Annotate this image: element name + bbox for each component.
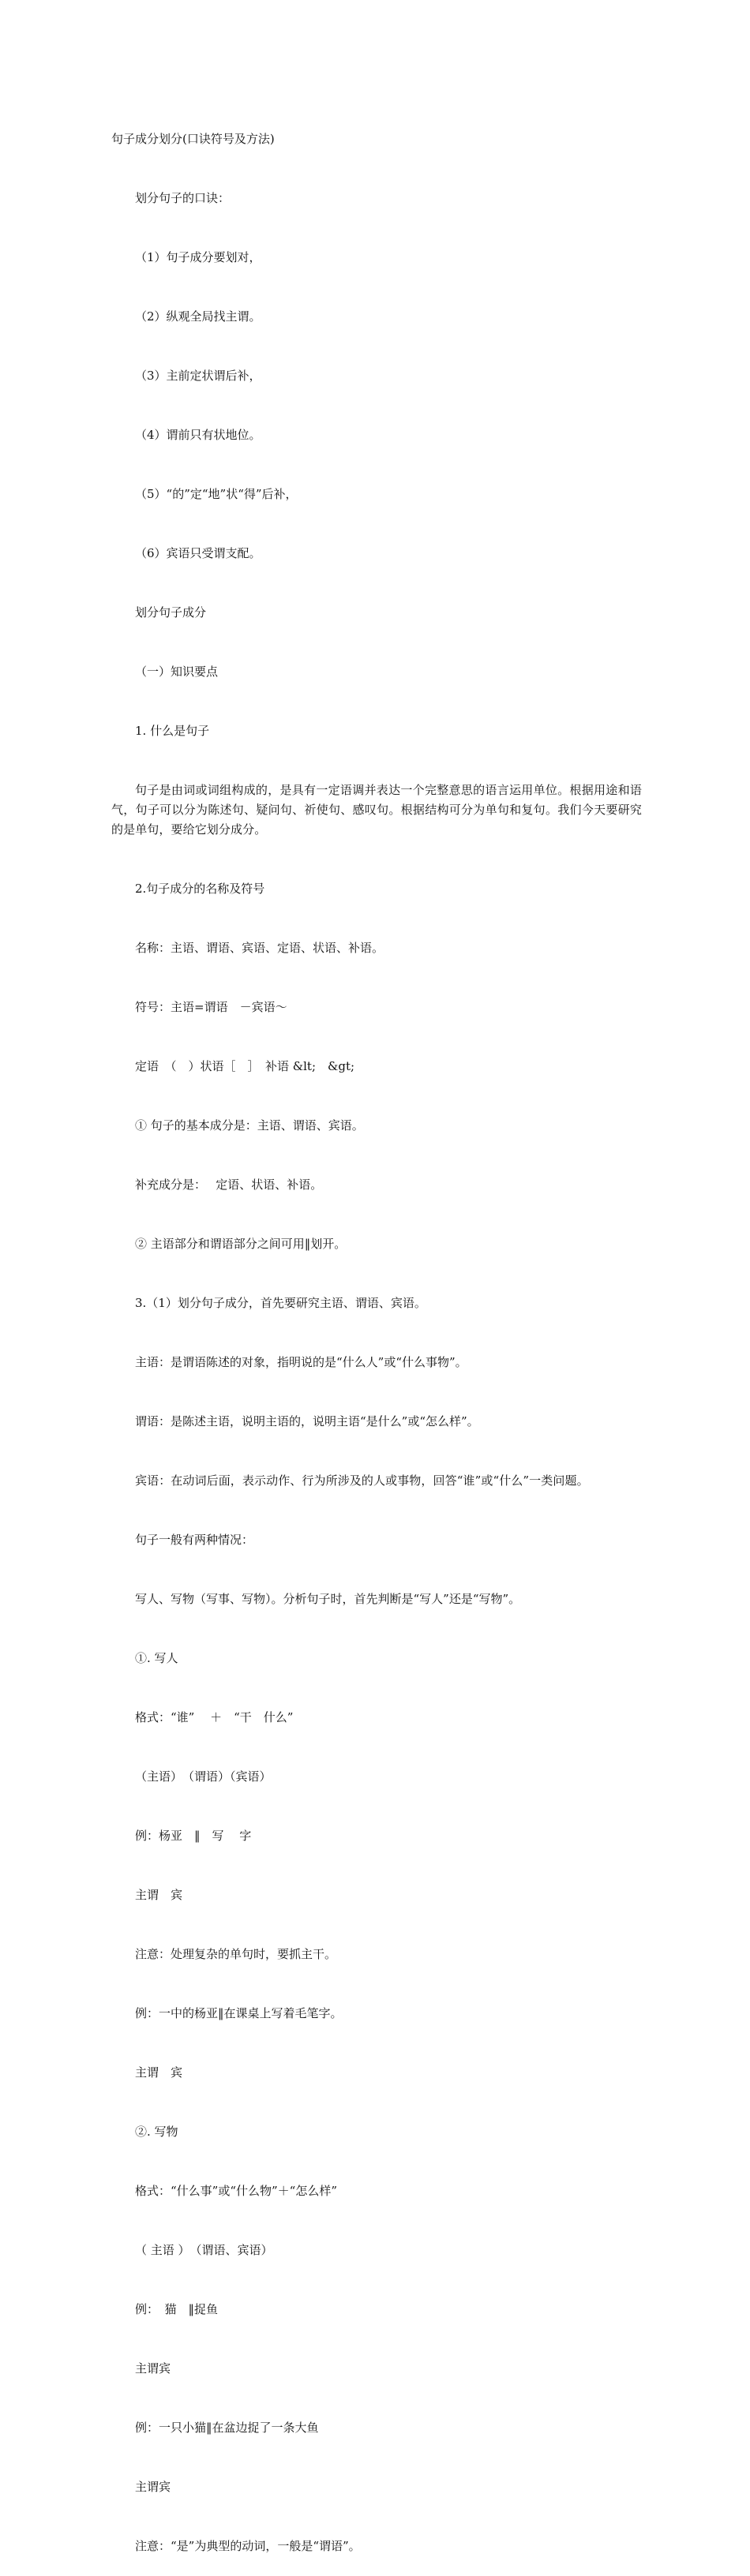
text-line: （主语） （谓语）（宾语） — [135, 1769, 272, 1784]
text-line: （5）“的”定“地”状“得”后补， — [135, 487, 298, 501]
text-line: 名称：主语、谓语、宾语、定语、状语、补语。 — [135, 941, 384, 955]
text-line: 谓语：是陈述主语，说明主语的，说明主语“是什么”或“怎么样”。 — [135, 1414, 479, 1428]
section-heading: ②. 写物 — [135, 2125, 178, 2139]
text-line: 定语 （ ）状语［ ］ 补语 &lt; &gt; — [135, 1059, 355, 1073]
section-heading: ①. 写人 — [135, 1651, 178, 1665]
text-line: （3）主前定状谓后补， — [135, 369, 261, 383]
text-line: 主谓宾 — [135, 2361, 171, 2376]
text-line: 划分句子的口诀： — [135, 191, 231, 205]
section-heading: 划分句子成分 — [135, 605, 207, 620]
text-line: ② 主语部分和谓语部分之间可用‖划开。 — [135, 1237, 347, 1251]
text-line: 补充成分是： 定语、状语、补语。 — [135, 1178, 323, 1192]
example-line: 例： 猫 ‖捉鱼 — [135, 2302, 219, 2316]
text-line: （1）句子成分要划对， — [135, 250, 261, 264]
text-line: 格式：“什么事”或“什么物”＋“怎么样” — [135, 2184, 338, 2198]
text-line: 主谓 宾 — [135, 1888, 183, 1902]
section-heading: （一）知识要点 — [135, 665, 219, 679]
text-line: （ 主语 ） （谓语、宾语） — [135, 2243, 273, 2257]
text-line: 主语：是谓语陈述的对象，指明说的是“什么人”或“什么事物”。 — [135, 1355, 467, 1369]
text-line: （6）宾语只受谓支配。 — [135, 546, 261, 560]
paragraph: 宾语：在动词后面，表示动作、行为所涉及的人或事物，回答“谁”或“什么”一类问题。 — [135, 1473, 589, 1488]
text-line: （2）纵观全局找主谓。 — [135, 309, 261, 324]
example-line: 例：一中的杨亚‖在课桌上写着毛笔字。 — [135, 2006, 343, 2020]
text-line: ① 句子的基本成分是：主语、谓语、宾语。 — [135, 1118, 364, 1133]
text-line: 注意：“是”为典型的动词，一般是“谓语”。 — [135, 2539, 361, 2553]
text-line: 主谓宾 — [135, 2480, 171, 2494]
text-line: 写人、写物（写事、写物）。分析句子时，首先判断是“写人”还是“写物”。 — [135, 1592, 521, 1606]
text-line: 句子一般有两种情况： — [135, 1533, 254, 1547]
text-line: 格式：“谁” ＋ “干 什么” — [135, 1710, 294, 1724]
document-body — [111, 90, 642, 2576]
section-heading: 1. 什么是句子 — [135, 724, 210, 738]
example-line: 例：一只小猫‖在盆边捉了一条大鱼 — [135, 2421, 319, 2435]
text-line: 符号：主语=谓语 －宾语～ — [135, 1000, 287, 1014]
text-line: 主谓 宾 — [135, 2065, 183, 2080]
text-line: （4）谓前只有状地位。 — [135, 428, 261, 442]
text-line: 3.（1）划分句子成分，首先要研究主语、谓语、宾语。 — [135, 1296, 426, 1310]
text-line: 注意：处理复杂的单句时，要抓主干。 — [135, 1947, 337, 1961]
example-line: 例：杨亚 ‖ 写 字 — [135, 1829, 252, 1843]
document-title: 句子成分划分(口诀符号及方法) — [111, 132, 275, 146]
section-heading: 2.句子成分的名称及符号 — [135, 882, 265, 896]
paragraph: 句子是由词或词组构成的，是具有一定语调并表达一个完整意思的语言运用单位。根据用途和语气，句子可以分为陈述句、疑问句、祈使句、感叹句。根据结构可分为单句和复句。我们今天要研究的是单句，要给它划分成分。 — [111, 783, 642, 837]
